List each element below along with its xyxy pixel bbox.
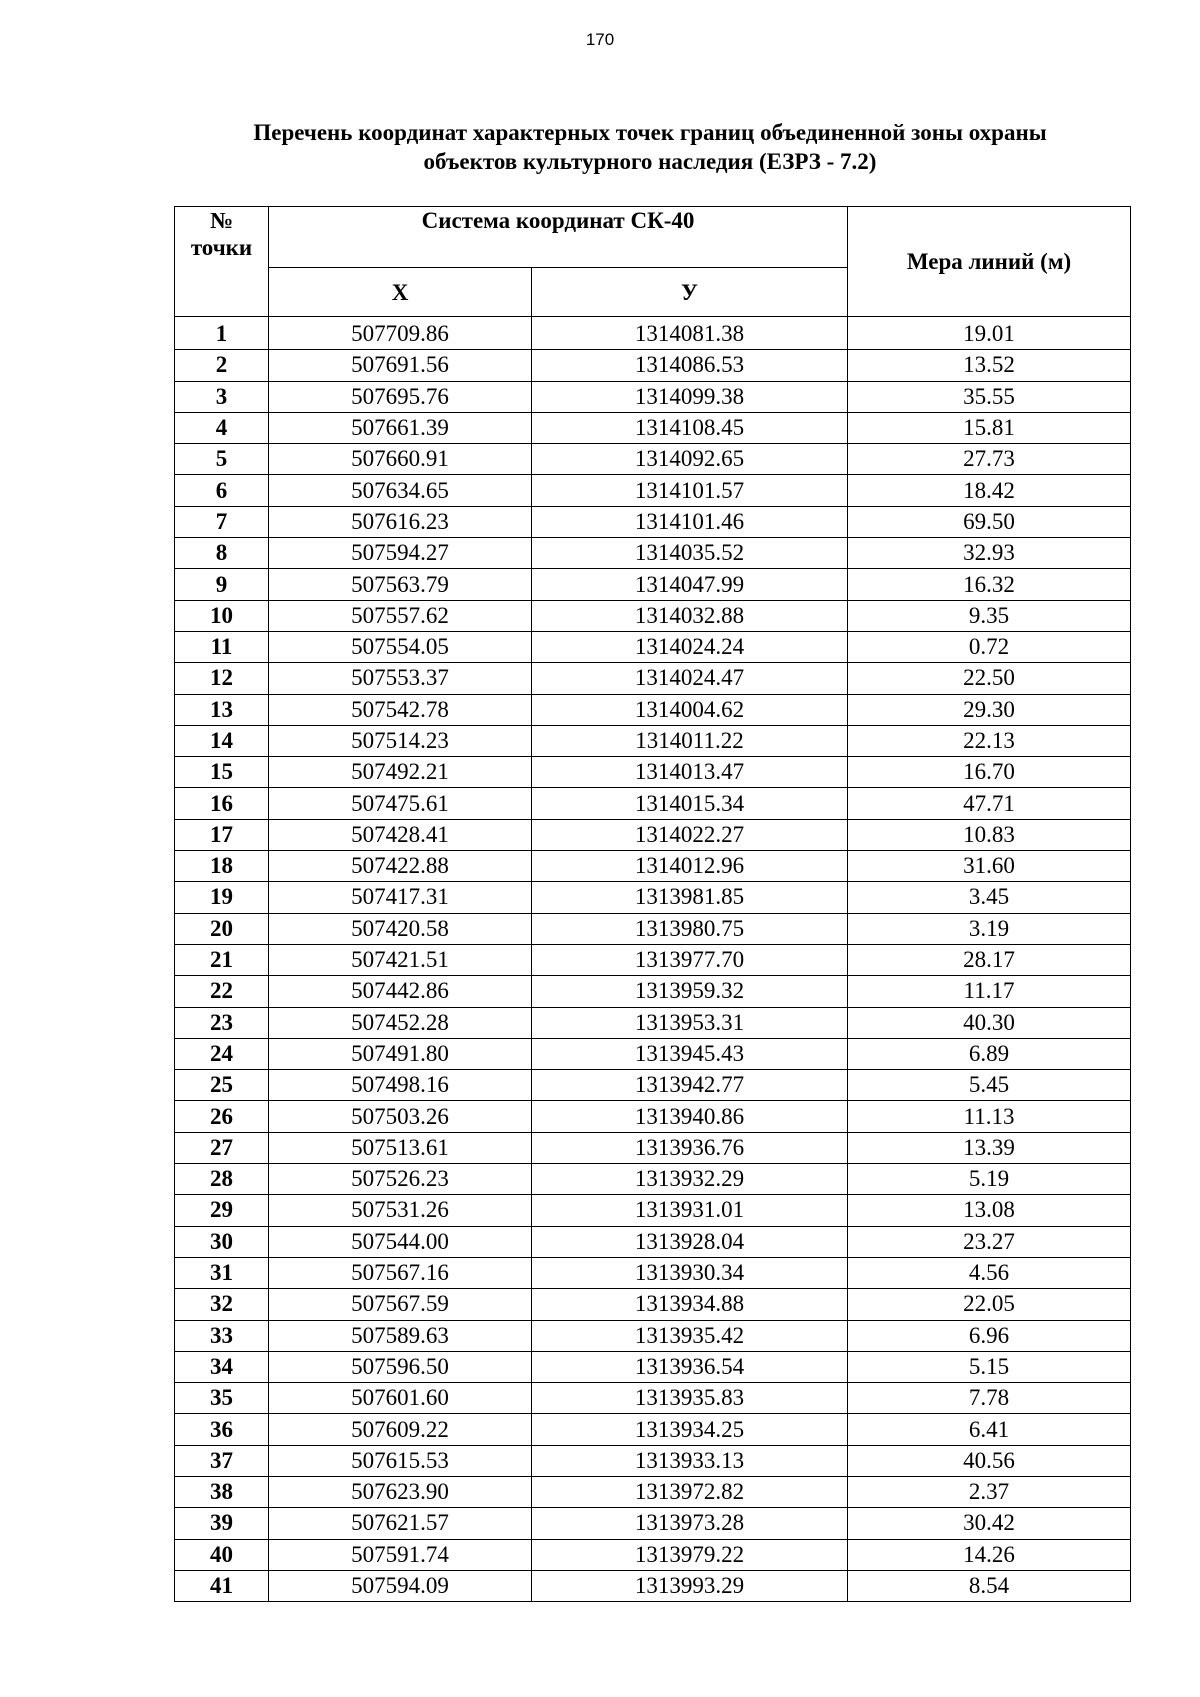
line-length-cell: 29.30 [848, 694, 1131, 725]
y-coordinate-cell: 1314092.65 [532, 444, 848, 475]
table-row [175, 412, 1131, 443]
y-coordinate-cell: 1314013.47 [532, 757, 848, 788]
x-coordinate-cell: 507513.61 [269, 1132, 532, 1163]
line-length-cell: 31.60 [848, 851, 1131, 882]
x-coordinate-cell: 507421.51 [269, 944, 532, 975]
line-length-cell: 16.32 [848, 569, 1131, 600]
x-coordinate-cell: 507623.90 [269, 1476, 532, 1507]
point-number-cell: 7 [175, 506, 269, 537]
header-point-number-word: точки [190, 235, 253, 260]
y-coordinate-cell: 1313973.28 [532, 1508, 848, 1539]
x-coordinate-cell: 507567.59 [269, 1289, 532, 1320]
x-coordinate-cell: 507563.79 [269, 569, 532, 600]
x-coordinate-cell: 507428.41 [269, 819, 532, 850]
line-length-cell: 3.19 [848, 913, 1131, 944]
y-coordinate-cell: 1313980.75 [532, 913, 848, 944]
y-coordinate-cell: 1313953.31 [532, 1007, 848, 1038]
point-number-cell: 9 [175, 569, 269, 600]
y-coordinate-cell: 1314024.24 [532, 631, 848, 662]
point-number-cell: 10 [175, 600, 269, 631]
point-number-cell: 16 [175, 788, 269, 819]
point-number-cell: 24 [175, 1038, 269, 1069]
y-coordinate-cell: 1314099.38 [532, 381, 848, 412]
x-coordinate-cell: 507452.28 [269, 1007, 532, 1038]
x-coordinate-cell: 507420.58 [269, 913, 532, 944]
line-length-cell: 13.52 [848, 350, 1131, 381]
table-row [175, 725, 1131, 756]
line-length-cell: 3.45 [848, 882, 1131, 913]
line-length-cell: 10.83 [848, 819, 1131, 850]
point-number-cell: 25 [175, 1070, 269, 1101]
table-row [175, 538, 1131, 569]
x-coordinate-cell: 507514.23 [269, 725, 532, 756]
table-row [175, 819, 1131, 850]
line-length-cell: 2.37 [848, 1476, 1131, 1507]
y-coordinate-cell: 1313936.76 [532, 1132, 848, 1163]
table-row [175, 1570, 1131, 1601]
line-length-cell: 22.05 [848, 1289, 1131, 1320]
table-row [175, 631, 1131, 662]
point-number-cell: 40 [175, 1539, 269, 1570]
x-coordinate-cell: 507544.00 [269, 1226, 532, 1257]
x-coordinate-cell: 507475.61 [269, 788, 532, 819]
y-coordinate-cell: 1314012.96 [532, 851, 848, 882]
table-row [175, 1445, 1131, 1476]
point-number-cell: 31 [175, 1257, 269, 1288]
table-row [175, 1226, 1131, 1257]
line-length-cell: 14.26 [848, 1539, 1131, 1570]
x-coordinate-cell: 507609.22 [269, 1414, 532, 1445]
line-length-cell: 22.50 [848, 663, 1131, 694]
point-number-cell: 13 [175, 694, 269, 725]
table-row [175, 694, 1131, 725]
table-row [175, 1164, 1131, 1195]
point-number-cell: 11 [175, 631, 269, 662]
point-number-cell: 37 [175, 1445, 269, 1476]
x-coordinate-cell: 507594.09 [269, 1570, 532, 1601]
y-coordinate-cell: 1313936.54 [532, 1351, 848, 1382]
point-number-cell: 34 [175, 1351, 269, 1382]
x-coordinate-cell: 507498.16 [269, 1070, 532, 1101]
line-length-cell: 11.17 [848, 976, 1131, 1007]
point-number-cell: 22 [175, 976, 269, 1007]
line-length-cell: 0.72 [848, 631, 1131, 662]
y-coordinate-cell: 1313931.01 [532, 1195, 848, 1226]
point-number-cell: 14 [175, 725, 269, 756]
line-length-cell: 22.13 [848, 725, 1131, 756]
y-coordinate-cell: 1314015.34 [532, 788, 848, 819]
table-row [175, 1132, 1131, 1163]
y-coordinate-cell: 1313945.43 [532, 1038, 848, 1069]
header-point-number-symbol: № [209, 208, 234, 233]
point-number-cell: 38 [175, 1476, 269, 1507]
x-coordinate-cell: 507567.16 [269, 1257, 532, 1288]
y-coordinate-cell: 1314108.45 [532, 412, 848, 443]
table-row [175, 475, 1131, 506]
line-length-cell: 19.01 [848, 317, 1131, 350]
table-row [175, 317, 1131, 350]
y-coordinate-cell: 1313932.29 [532, 1164, 848, 1195]
table-row [175, 1007, 1131, 1038]
line-length-cell: 16.70 [848, 757, 1131, 788]
header-y: У [532, 268, 848, 317]
y-coordinate-cell: 1313940.86 [532, 1101, 848, 1132]
line-length-cell: 4.56 [848, 1257, 1131, 1288]
y-coordinate-cell: 1314101.46 [532, 506, 848, 537]
y-coordinate-cell: 1313933.13 [532, 1445, 848, 1476]
y-coordinate-cell: 1313942.77 [532, 1070, 848, 1101]
table-row [175, 757, 1131, 788]
line-length-cell: 35.55 [848, 381, 1131, 412]
table-row [175, 1539, 1131, 1570]
y-coordinate-cell: 1313959.32 [532, 976, 848, 1007]
table-row [175, 1257, 1131, 1288]
point-number-cell: 4 [175, 412, 269, 443]
table-row [175, 1320, 1131, 1351]
header-coordinate-system: Система координат СК-40 [269, 207, 848, 268]
point-number-cell: 12 [175, 663, 269, 694]
y-coordinate-cell: 1314047.99 [532, 569, 848, 600]
y-coordinate-cell: 1313928.04 [532, 1226, 848, 1257]
x-coordinate-cell: 507594.27 [269, 538, 532, 569]
y-coordinate-cell: 1314011.22 [532, 725, 848, 756]
point-number-cell: 27 [175, 1132, 269, 1163]
x-coordinate-cell: 507601.60 [269, 1383, 532, 1414]
y-coordinate-cell: 1313934.25 [532, 1414, 848, 1445]
header-point-number [175, 207, 269, 317]
line-length-cell: 13.08 [848, 1195, 1131, 1226]
line-length-cell: 9.35 [848, 600, 1131, 631]
table-row [175, 350, 1131, 381]
x-coordinate-cell: 507709.86 [269, 317, 532, 350]
table-row [175, 1101, 1131, 1132]
y-coordinate-cell: 1313979.22 [532, 1539, 848, 1570]
line-length-cell: 15.81 [848, 412, 1131, 443]
table-row [175, 913, 1131, 944]
x-coordinate-cell: 507442.86 [269, 976, 532, 1007]
line-length-cell: 40.30 [848, 1007, 1131, 1038]
x-coordinate-cell: 507503.26 [269, 1101, 532, 1132]
point-number-cell: 41 [175, 1570, 269, 1601]
point-number-cell: 17 [175, 819, 269, 850]
line-length-cell: 27.73 [848, 444, 1131, 475]
table-row [175, 1289, 1131, 1320]
x-coordinate-cell: 507661.39 [269, 412, 532, 443]
point-number-cell: 2 [175, 350, 269, 381]
y-coordinate-cell: 1314035.52 [532, 538, 848, 569]
y-coordinate-cell: 1313972.82 [532, 1476, 848, 1507]
line-length-cell: 47.71 [848, 788, 1131, 819]
y-coordinate-cell: 1313934.88 [532, 1289, 848, 1320]
y-coordinate-cell: 1314004.62 [532, 694, 848, 725]
line-length-cell: 30.42 [848, 1508, 1131, 1539]
title-line-2: объектов культурного наследия (ЕЗРЗ - 7.2) [423, 149, 877, 174]
point-number-cell: 15 [175, 757, 269, 788]
table-row [175, 1070, 1131, 1101]
x-coordinate-cell: 507695.76 [269, 381, 532, 412]
y-coordinate-cell: 1313935.83 [532, 1383, 848, 1414]
table-row [175, 1383, 1131, 1414]
point-number-cell: 18 [175, 851, 269, 882]
page-number: 170 [585, 30, 615, 49]
point-number-cell: 19 [175, 882, 269, 913]
table-row [175, 381, 1131, 412]
line-length-cell: 5.45 [848, 1070, 1131, 1101]
x-coordinate-cell: 507542.78 [269, 694, 532, 725]
line-length-cell: 7.78 [848, 1383, 1131, 1414]
table-row [175, 600, 1131, 631]
line-length-cell: 5.15 [848, 1351, 1131, 1382]
document-title [175, 118, 1125, 176]
table-row [175, 569, 1131, 600]
y-coordinate-cell: 1314032.88 [532, 600, 848, 631]
table-row [175, 1351, 1131, 1382]
header-x: Х [269, 268, 532, 317]
table-row [175, 663, 1131, 694]
title-line-1: Перечень координат характерных точек границ объединенной зоны охраны [253, 120, 1047, 145]
table-row [175, 506, 1131, 537]
y-coordinate-cell: 1314024.47 [532, 663, 848, 694]
point-number-cell: 28 [175, 1164, 269, 1195]
table-row [175, 1038, 1131, 1069]
table-row [175, 851, 1131, 882]
point-number-cell: 36 [175, 1414, 269, 1445]
x-coordinate-cell: 507621.57 [269, 1508, 532, 1539]
line-length-cell: 40.56 [848, 1445, 1131, 1476]
x-coordinate-cell: 507660.91 [269, 444, 532, 475]
y-coordinate-cell: 1313981.85 [532, 882, 848, 913]
y-coordinate-cell: 1314101.57 [532, 475, 848, 506]
table-row [175, 1476, 1131, 1507]
line-length-cell: 13.39 [848, 1132, 1131, 1163]
line-length-cell: 6.41 [848, 1414, 1131, 1445]
point-number-cell: 5 [175, 444, 269, 475]
x-coordinate-cell: 507554.05 [269, 631, 532, 662]
coordinates-table [174, 206, 1131, 1602]
table-row [175, 788, 1131, 819]
point-number-cell: 39 [175, 1508, 269, 1539]
x-coordinate-cell: 507615.53 [269, 1445, 532, 1476]
x-coordinate-cell: 507634.65 [269, 475, 532, 506]
point-number-cell: 21 [175, 944, 269, 975]
line-length-cell: 6.89 [848, 1038, 1131, 1069]
x-coordinate-cell: 507589.63 [269, 1320, 532, 1351]
x-coordinate-cell: 507553.37 [269, 663, 532, 694]
line-length-cell: 18.42 [848, 475, 1131, 506]
point-number-cell: 3 [175, 381, 269, 412]
table-row [175, 444, 1131, 475]
point-number-cell: 8 [175, 538, 269, 569]
table-row [175, 1414, 1131, 1445]
y-coordinate-cell: 1314022.27 [532, 819, 848, 850]
y-coordinate-cell: 1313977.70 [532, 944, 848, 975]
x-coordinate-cell: 507691.56 [269, 350, 532, 381]
x-coordinate-cell: 507557.62 [269, 600, 532, 631]
x-coordinate-cell: 507417.31 [269, 882, 532, 913]
coordinates-table-body [175, 317, 1131, 1602]
line-length-cell: 23.27 [848, 1226, 1131, 1257]
point-number-cell: 30 [175, 1226, 269, 1257]
y-coordinate-cell: 1313935.42 [532, 1320, 848, 1351]
x-coordinate-cell: 507492.21 [269, 757, 532, 788]
line-length-cell: 11.13 [848, 1101, 1131, 1132]
y-coordinate-cell: 1313930.34 [532, 1257, 848, 1288]
point-number-cell: 23 [175, 1007, 269, 1038]
line-length-cell: 6.96 [848, 1320, 1131, 1351]
x-coordinate-cell: 507526.23 [269, 1164, 532, 1195]
x-coordinate-cell: 507422.88 [269, 851, 532, 882]
x-coordinate-cell: 507591.74 [269, 1539, 532, 1570]
line-length-cell: 28.17 [848, 944, 1131, 975]
x-coordinate-cell: 507491.80 [269, 1038, 532, 1069]
table-row [175, 944, 1131, 975]
point-number-cell: 6 [175, 475, 269, 506]
table-row [175, 1195, 1131, 1226]
point-number-cell: 1 [175, 317, 269, 350]
x-coordinate-cell: 507596.50 [269, 1351, 532, 1382]
y-coordinate-cell: 1314081.38 [532, 317, 848, 350]
point-number-cell: 29 [175, 1195, 269, 1226]
point-number-cell: 33 [175, 1320, 269, 1351]
point-number-cell: 20 [175, 913, 269, 944]
table-row [175, 976, 1131, 1007]
point-number-cell: 32 [175, 1289, 269, 1320]
table-row [175, 882, 1131, 913]
y-coordinate-cell: 1314086.53 [532, 350, 848, 381]
line-length-cell: 5.19 [848, 1164, 1131, 1195]
x-coordinate-cell: 507616.23 [269, 506, 532, 537]
point-number-cell: 26 [175, 1101, 269, 1132]
y-coordinate-cell: 1313993.29 [532, 1570, 848, 1601]
x-coordinate-cell: 507531.26 [269, 1195, 532, 1226]
header-line-length: Мера линий (м) [848, 207, 1131, 317]
table-row [175, 1508, 1131, 1539]
line-length-cell: 32.93 [848, 538, 1131, 569]
line-length-cell: 8.54 [848, 1570, 1131, 1601]
line-length-cell: 69.50 [848, 506, 1131, 537]
point-number-cell: 35 [175, 1383, 269, 1414]
